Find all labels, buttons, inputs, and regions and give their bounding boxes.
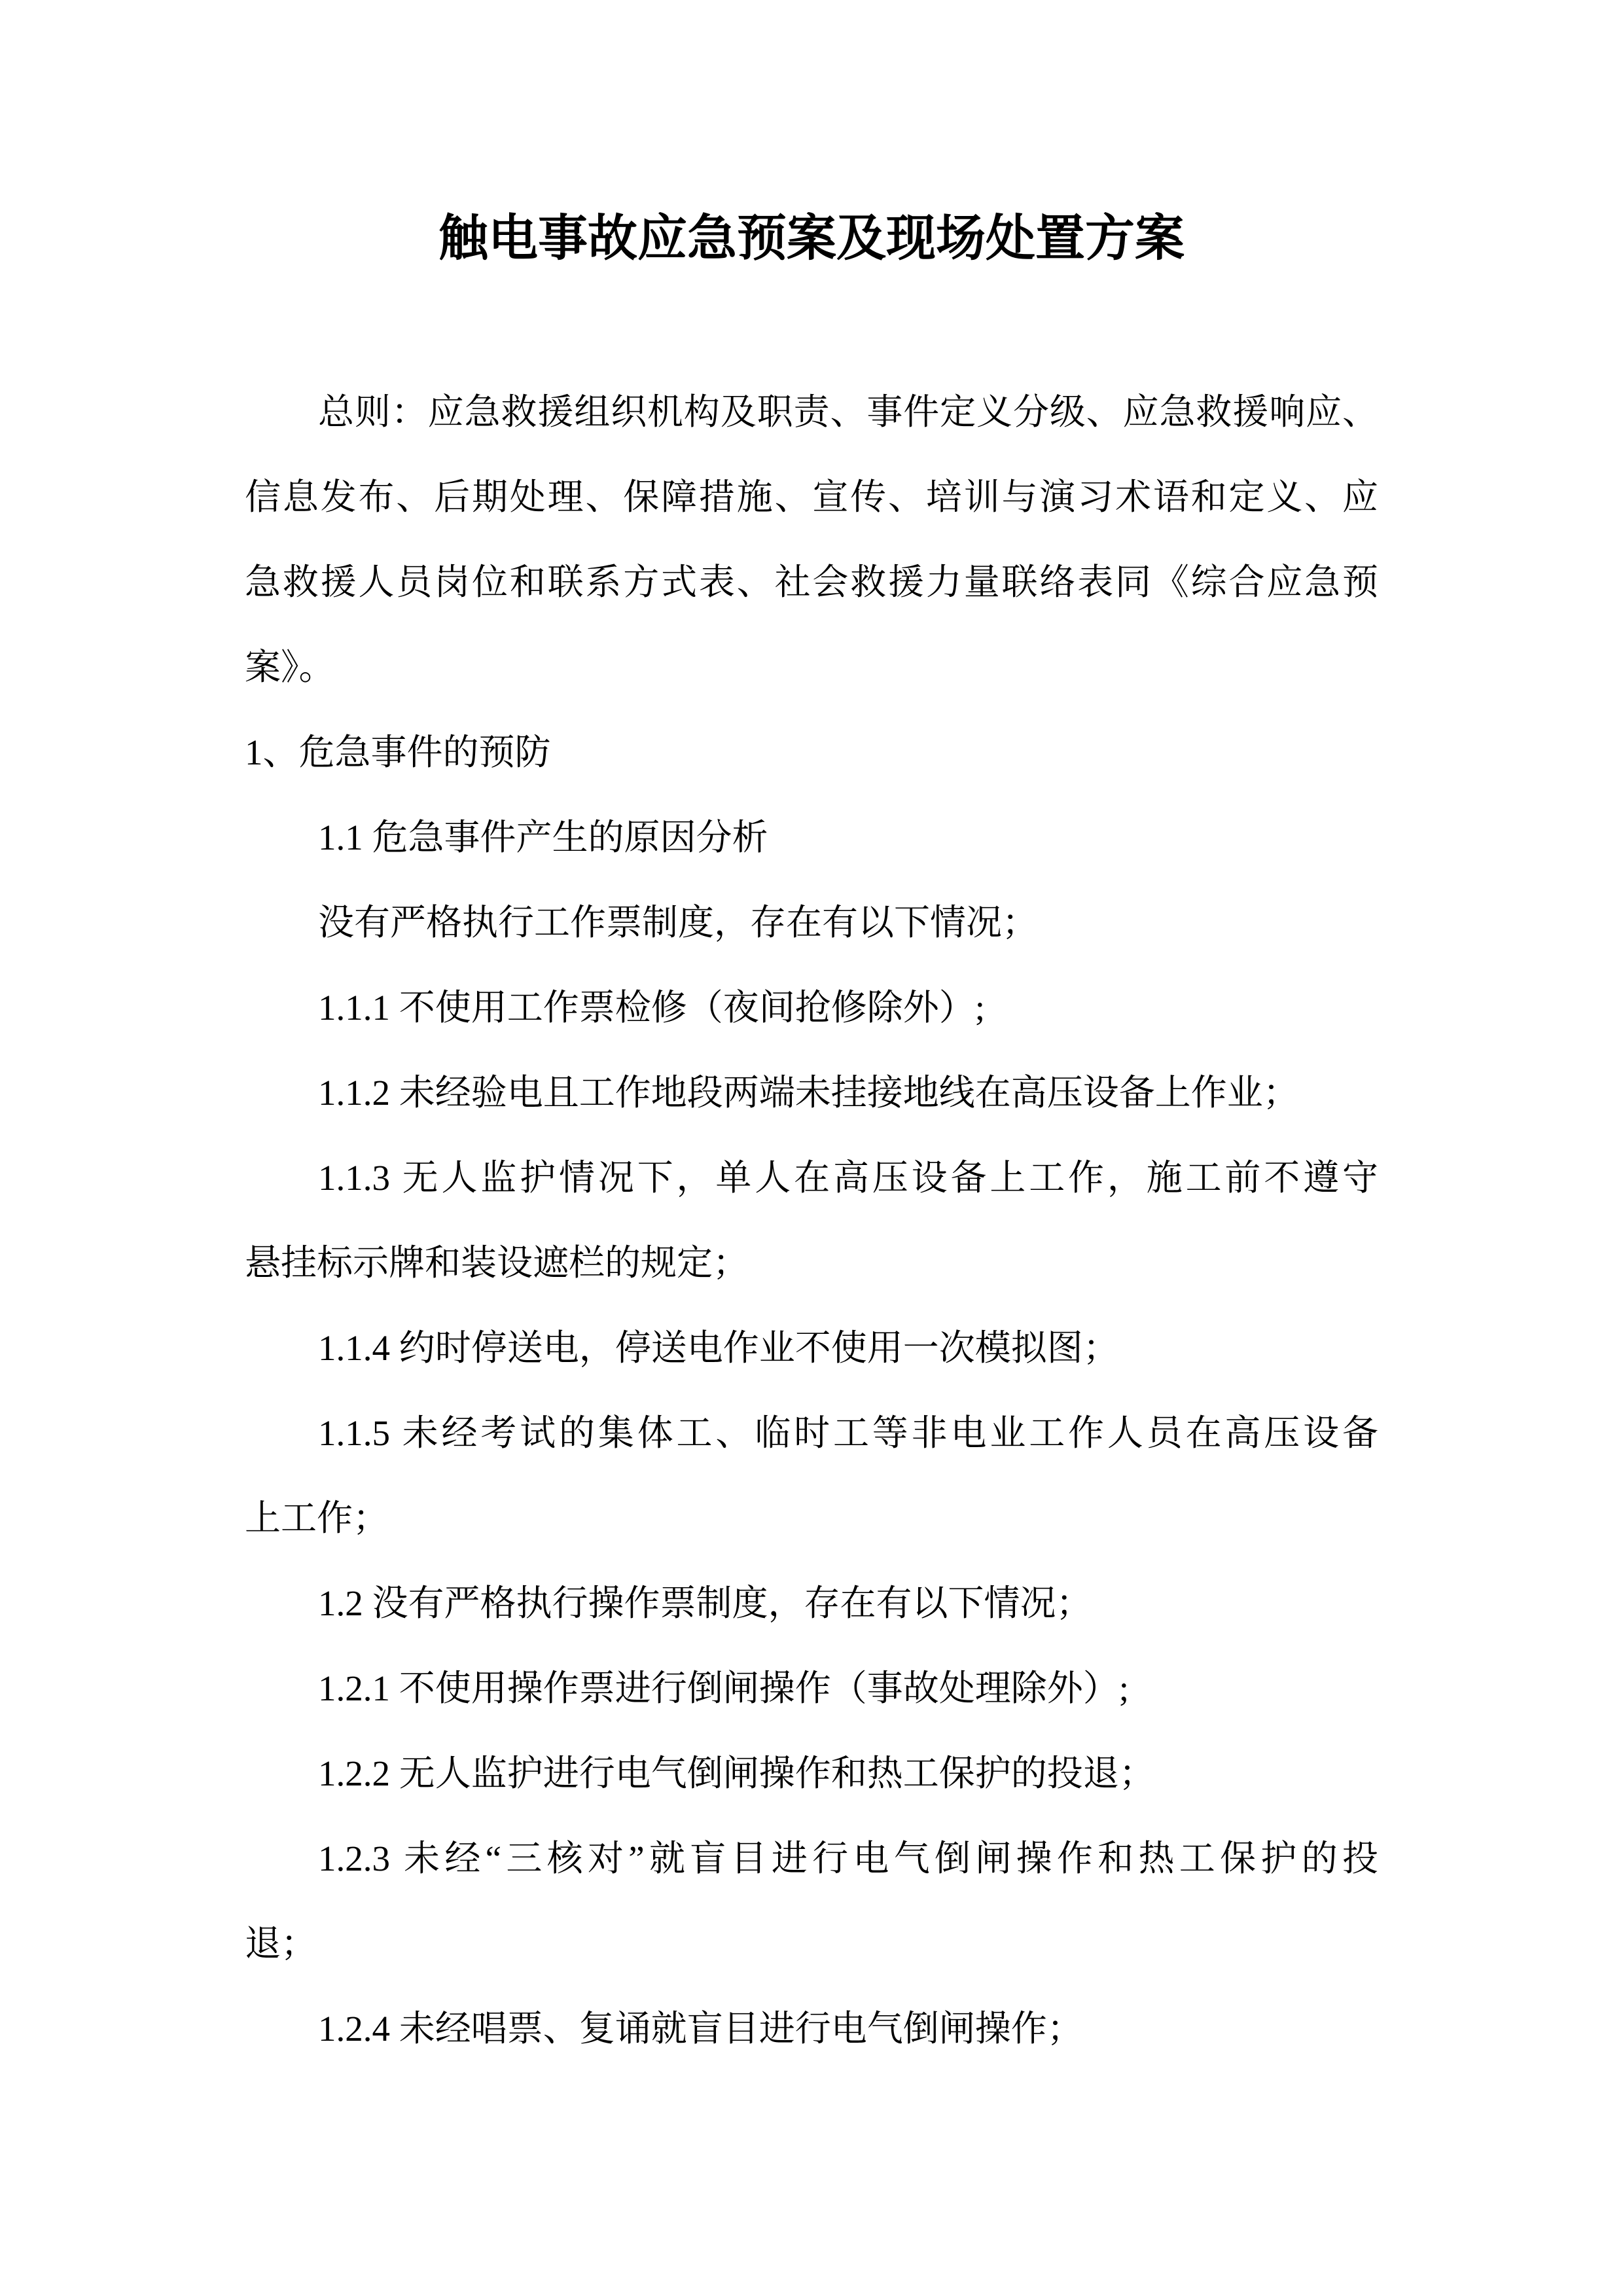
document-line: 1.1.2 未经验电且工作地段两端未挂接地线在高压设备上作业；	[318, 1073, 1299, 1113]
document-line: 1.1.3 无人监护情况下，单人在高压设备上工作，施工前不遵守	[318, 1158, 1378, 1198]
document-line: 退；	[245, 1924, 317, 1964]
document-line: 1.2 没有严格执行操作票制度，存在有以下情况；	[318, 1583, 1092, 1623]
document-line: 急救援人员岗位和联系方式表、社会救援力量联络表同《综合应急预	[245, 562, 1378, 602]
document-line: 1.2.1 不使用操作票进行倒闸操作（事故处理除外）;	[318, 1668, 1130, 1708]
document-line: 1.1.1 不使用工作票检修（夜间抢修除外）;	[318, 988, 986, 1028]
document-line: 上工作；	[245, 1498, 389, 1538]
document-body	[245, 370, 1378, 2072]
document-line: 1、危急事件的预防	[245, 732, 551, 772]
document-line: 1.1.5 未经考试的集体工、临时工等非电业工作人员在高压设备	[318, 1413, 1378, 1453]
document-line: 1.1.4 约时停送电，停送电作业不使用一次模拟图；	[318, 1328, 1119, 1368]
document-line: 1.2.2 无人监护进行电气倒闸操作和热工保护的投退；	[318, 1753, 1155, 1793]
document-line: 总则：应急救援组织机构及职责、事件定义分级、应急救援响应、	[318, 392, 1378, 432]
document-title: 触电事故应急预案及现场处置方案	[438, 211, 1185, 266]
document-line: 1.2.4 未经唱票、复诵就盲目进行电气倒闸操作；	[318, 2009, 1083, 2049]
document-line: 1.1 危急事件产生的原因分析	[318, 817, 768, 857]
document-line: 悬挂标示牌和装设遮栏的规定；	[245, 1243, 749, 1283]
document-line: 信息发布、后期处理、保障措施、宣传、培训与演习术语和定义、应	[245, 477, 1378, 517]
document-line: 1.2.3 未经“三核对”就盲目进行电气倒闸操作和热工保护的投	[318, 1839, 1378, 1878]
document-line: 没有严格执行工作票制度，存在有以下情况；	[318, 903, 1039, 942]
document-line: 案》。	[245, 647, 335, 687]
